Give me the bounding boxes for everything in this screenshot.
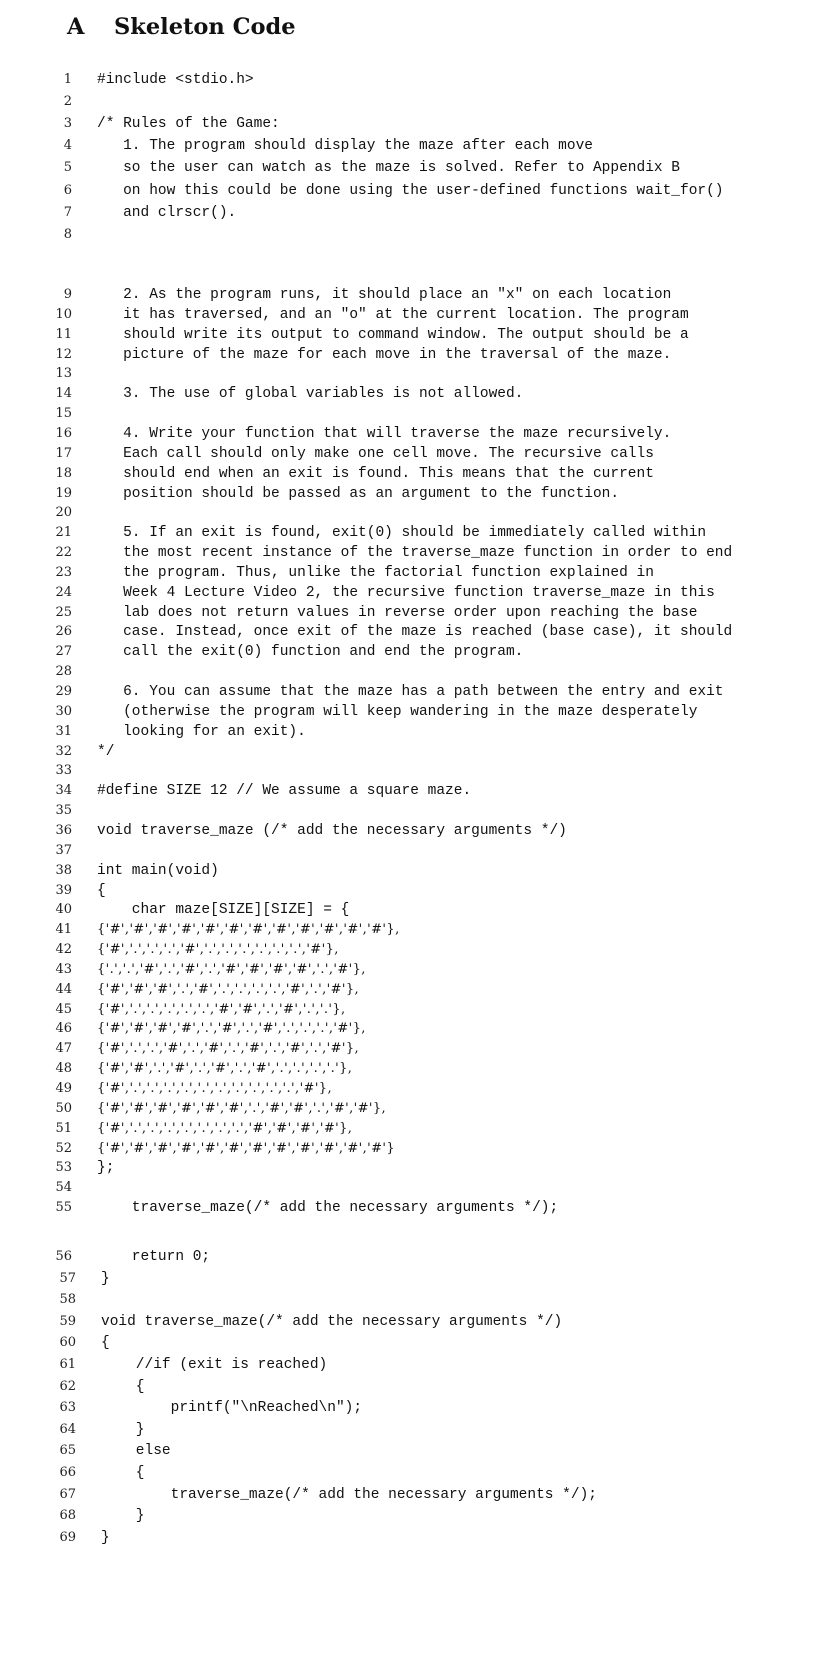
code-text: int main(void) [97,862,219,879]
code-line [4,1312,839,1332]
line-number: 24 [55,584,72,600]
line-number: 32 [55,743,72,759]
line-number: 65 [59,1443,76,1459]
line-number: 56 [55,1249,72,1264]
line-number: 21 [55,525,72,541]
code-text: on how this could be done using the user-defined functions wait_for() [97,182,724,199]
line-number: 64 [59,1421,76,1437]
code-line [0,960,839,980]
line-number: 22 [55,545,72,561]
line-number: 59 [59,1313,76,1329]
code-line [0,1079,839,1099]
code-text: else [101,1443,171,1460]
code-line [0,801,839,821]
line-number: 29 [55,684,72,699]
code-line [0,136,839,156]
code-line [0,1019,839,1039]
code-line [0,781,839,801]
code-line [0,444,839,464]
line-number: 35 [55,803,72,819]
line-number: 25 [55,604,72,620]
code-line [0,1099,839,1119]
code-text: #define SIZE 12 // We assume a square maze. [97,783,472,800]
line-number: 36 [55,822,72,838]
code-line [4,1398,839,1418]
code-line [4,1441,839,1461]
code-line [0,742,839,762]
code-line [4,1528,839,1548]
code-line [0,305,839,325]
code-text: looking for an exit). [97,723,306,740]
line-number: 41 [55,922,72,938]
code-text: void traverse_maze(/* add the necessary arguments */) [101,1313,563,1330]
code-text: return 0; [97,1249,211,1265]
code-line [4,1355,839,1375]
code-text: { [101,1335,110,1352]
code-text: char maze[SIZE][SIZE] = { [97,902,350,919]
line-number: 8 [63,226,72,242]
line-number: 9 [63,287,72,302]
code-text: the most recent instance of the traverse_maze function in order to end [97,545,733,562]
code-text: }; [97,1160,115,1177]
line-number: 31 [55,723,72,739]
code-line [0,881,839,901]
line-number: 34 [55,783,72,799]
line-number: 13 [55,366,72,382]
line-number: 16 [55,425,72,441]
code-line [0,523,839,543]
code-text: should write its output to command window. The output should be a [97,326,689,343]
code-text: {'#','#','#','#','.','#','.','#','.','.','.','#'}, [97,1021,366,1037]
line-number: 61 [59,1357,76,1372]
code-line [0,980,839,1000]
code-line [0,543,839,563]
code-text: (otherwise the program will keep wandering in the maze desperately [97,703,698,720]
code-text: 2. As the program runs, it should place an "x" on each location [97,287,672,303]
code-text: {'#','#','#','#','#','#','#','#','#','#','#','#'} [97,1140,396,1156]
line-number: 33 [55,763,72,779]
line-number: 57 [59,1270,76,1286]
line-number: 6 [63,182,72,198]
code-line [0,1059,839,1079]
section-title: Skeleton Code [114,14,296,40]
line-number: 5 [63,160,72,176]
code-line [0,940,839,960]
code-text: {'.','.','#','.','#','.','#','#','#','#','.','#'}, [97,961,366,977]
line-number: 53 [55,1160,72,1176]
line-number: 27 [55,644,72,660]
line-number: 28 [55,664,72,680]
code-line [0,920,839,940]
line-number: 7 [63,204,72,220]
code-text: case. Instead, once exit of the maze is reached (base case), it should [97,624,733,641]
code-text: } [101,1508,145,1525]
code-line [0,603,839,623]
line-number: 49 [55,1081,72,1096]
code-text: /* Rules of the Game: [97,116,280,133]
line-number: 3 [63,116,72,132]
code-text: 1. The program should display the maze after each move [97,138,593,155]
code-line [0,1158,839,1178]
line-number: 54 [55,1180,72,1196]
code-text: {'#','.','.','.','.','.','.','.','.','.','.','#'}, [97,1081,333,1096]
line-number: 66 [59,1465,76,1480]
line-number: 19 [55,485,72,501]
code-text: should end when an exit is found. This means that the current [97,465,654,482]
code-text: 4. Write your function that will traverse the maze recursively. [97,425,672,442]
code-text: Each call should only make one cell move. The recursive calls [97,445,654,462]
line-number: 18 [55,465,72,481]
code-line [0,384,839,404]
code-line [0,503,839,523]
code-line [0,642,839,662]
code-text: {'#','#','.','#','.','#','.','#','.','.','.','.'}, [97,1061,353,1077]
section-heading [67,14,296,40]
code-text: { [101,1465,145,1481]
code-text: picture of the maze for each move in the traversal of the maze. [97,346,672,363]
code-text: so the user can watch as the maze is solved. Refer to Appendix B [97,160,680,177]
line-number: 60 [59,1335,76,1351]
code-text: void traverse_maze (/* add the necessary arguments */) [97,822,567,839]
code-text: call the exit(0) function and end the program. [97,644,524,661]
code-text: {'#','.','.','#','.','#','.','#','.','#','.','#'}, [97,1041,360,1057]
code-text: printf("\nReached\n"); [101,1400,363,1417]
line-number: 10 [55,306,72,322]
code-line [0,622,839,642]
line-number: 30 [55,703,72,719]
code-text: {'#','.','.','.','.','.','.','.','#','#','#','#'}, [97,1120,353,1136]
code-text: } [101,1270,110,1287]
line-number: 15 [55,406,72,422]
code-line [4,1420,839,1440]
code-text: 5. If an exit is found, exit(0) should be immediately called within [97,525,707,542]
code-line [0,841,839,861]
code-text: { [101,1378,145,1395]
line-number: 11 [55,326,72,342]
code-text: #include <stdio.h> [97,72,254,88]
code-line [4,1269,839,1289]
line-number: 38 [55,862,72,878]
line-number: 20 [55,505,72,521]
code-line [0,861,839,881]
code-text: } [101,1421,145,1438]
code-text: Week 4 Lecture Video 2, the recursive function traverse_maze in this [97,584,715,601]
code-text: {'#','.','.','.','.','.','#','#','.','#','.','.'}, [97,1001,346,1017]
code-line [0,702,839,722]
code-line [0,662,839,682]
code-text: //if (exit is reached) [101,1357,328,1373]
line-number: 52 [55,1140,72,1156]
line-number: 58 [59,1292,76,1308]
code-line [0,821,839,841]
code-line [4,1485,839,1505]
code-line [0,285,839,305]
code-line [0,1000,839,1020]
line-number: 51 [55,1120,72,1136]
code-text: 3. The use of global variables is not allowed. [97,386,524,403]
code-line [0,364,839,384]
code-text: traverse_maze(/* add the necessary arguments */); [101,1486,597,1503]
code-line [0,181,839,201]
line-number: 46 [55,1021,72,1037]
line-number: 37 [55,842,72,858]
code-line [0,158,839,178]
code-line [0,92,839,112]
code-line [0,761,839,781]
code-text: { [97,882,106,899]
code-text: the program. Thus, unlike the factorial function explained in [97,564,654,581]
line-number: 2 [63,94,72,110]
line-number: 63 [59,1400,76,1416]
code-line [0,203,839,223]
code-line [0,1039,839,1059]
code-line [0,484,839,504]
code-line [0,1139,839,1159]
line-number: 26 [55,624,72,640]
line-number: 12 [55,346,72,362]
code-text: lab does not return values in reverse order upon reaching the base [97,604,698,621]
code-line [0,424,839,444]
code-text: position should be passed as an argument to the function. [97,485,620,502]
line-number: 47 [55,1041,72,1057]
code-line [0,225,839,245]
code-line [0,70,839,90]
code-line [0,404,839,424]
line-number: 67 [59,1486,76,1502]
code-line [4,1463,839,1483]
line-number: 14 [55,386,72,402]
line-number: 48 [55,1061,72,1077]
line-number: 68 [59,1508,76,1524]
code-line [0,1119,839,1139]
code-text: traverse_maze(/* add the necessary arguments */); [97,1200,559,1217]
line-number: 44 [55,981,72,997]
code-line [0,682,839,702]
line-number: 40 [55,902,72,918]
code-text: it has traversed, and an "o" at the current location. The program [97,306,689,323]
code-text: {'#','#','#','#','#','#','.','#','#','.','#','#'}, [97,1100,387,1116]
code-line [4,1506,839,1526]
line-number: 62 [59,1378,76,1394]
code-line [0,563,839,583]
line-number: 42 [55,942,72,958]
code-text: 6. You can assume that the maze has a path between the entry and exit [97,684,724,700]
code-line [0,722,839,742]
code-line [0,1247,839,1267]
code-line [0,1198,839,1218]
code-text: {'#','#','#','.','#','.','.','.','.','#','.','#'}, [97,981,360,997]
code-line [0,1178,839,1198]
code-line [4,1290,839,1310]
line-number: 45 [55,1001,72,1017]
code-text: {'#','#','#','#','#','#','#','#','#','#','#','#'}, [97,922,400,938]
line-number: 17 [55,445,72,461]
line-number: 4 [63,138,72,154]
code-text: and clrscr(). [97,204,237,221]
line-number: 1 [63,72,72,87]
section-number: A [67,14,85,40]
line-number: 50 [55,1100,72,1116]
code-text: */ [97,743,115,760]
code-line [0,345,839,365]
code-line [0,583,839,603]
code-line [0,325,839,345]
code-text: } [101,1529,110,1546]
code-text: {'#','.','.','.','#','.','.','.','.','.','.','#'}, [97,942,339,958]
line-number: 23 [55,564,72,580]
line-number: 43 [55,961,72,977]
line-number: 55 [55,1200,72,1216]
code-line [4,1333,839,1353]
code-line [4,1377,839,1397]
code-line [0,464,839,484]
line-number: 69 [59,1529,76,1545]
code-line [0,900,839,920]
code-line [0,114,839,134]
line-number: 39 [55,882,72,898]
